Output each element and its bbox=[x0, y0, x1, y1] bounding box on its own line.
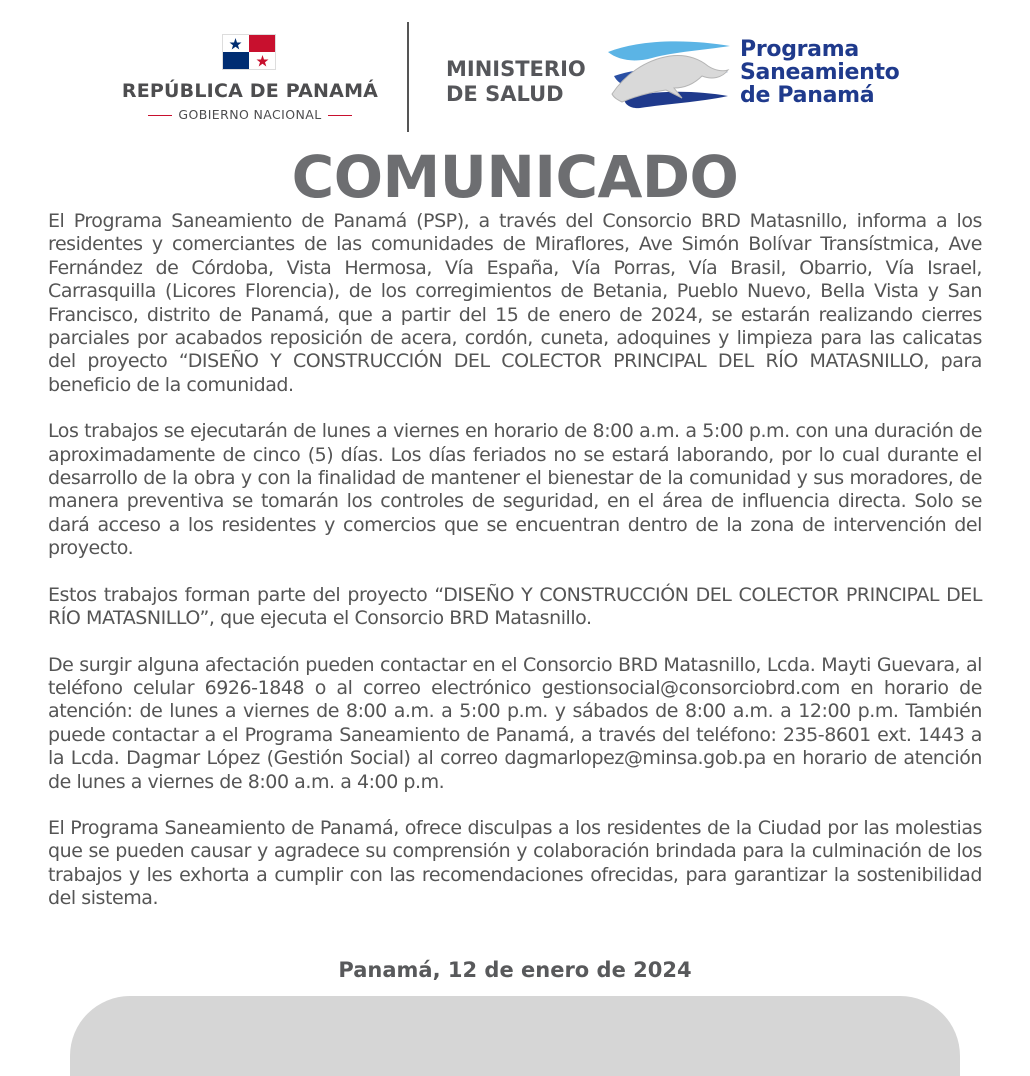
paragraph-1: El Programa Saneamiento de Panamá (PSP), a través del Consorcio BRD Matasnillo, informa a los residentes y comerciantes de las comunidades de Miraflores, Ave Simón Bolívar Transístmica, Ave Fernández de Córdoba, Vista Hermosa, Vía España, Vía Porras, Vía Brasil, Obarrio, Vía Israel, Carrasquilla (Licores Florencia), de los corregimientos de Betania, Pueblo Nuevo, Bella Vista y San Francisco, distrito de Panamá, que a partir del 15 de enero de 2024, se estarán realizando cierres parciales por acabados reposición de acera, cordón, cuneta, adoquines y limpieza para las calicatas del proyecto “DISEÑO Y CONSTRUCCIÓN DEL COLECTOR PRINCIPAL DEL RÍO MATASNILLO, para beneficio de la comunidad. bbox=[48, 210, 982, 396]
government-subtitle bbox=[110, 107, 390, 122]
dolphin-logo-icon bbox=[604, 36, 734, 110]
paragraph-3: Estos trabajos forman parte del proyecto “DISEÑO Y CONSTRUCCIÓN DEL COLECTOR PRINCIPAL DEL RÍO MATASNILLO”, que ejecuta el Consorcio BRD Matasnillo. bbox=[48, 583, 982, 630]
program-line-1: Programa bbox=[740, 37, 859, 62]
paragraph-5: El Programa Saneamiento de Panamá, ofrece disculpas a los residentes de la Ciudad por las molestias que se pueden causar y agradece su comprensión y colaboración brindada para la culminación de los trabajos y les exhorta a cumplir con las recomendaciones ofrecidas, para garantizar la sostenibilidad del sistema. bbox=[48, 816, 982, 910]
ministry-line-2: DE SALUD bbox=[446, 82, 564, 106]
republic-title: REPÚBLICA DE PANAMÁ bbox=[121, 80, 379, 102]
header-divider bbox=[407, 22, 409, 132]
program-line-2: Saneamiento bbox=[740, 60, 900, 85]
page-title: COMUNICADO bbox=[291, 143, 739, 211]
ministry-line-1: MINISTERIO bbox=[446, 57, 586, 81]
ministry-name bbox=[446, 57, 586, 107]
footer-band bbox=[70, 996, 960, 1076]
program-line-3: de Panamá bbox=[740, 83, 875, 108]
header bbox=[0, 0, 1030, 140]
communique-body bbox=[48, 210, 982, 911]
paragraph-2: Los trabajos se ejecutarán de lunes a viernes en horario de 8:00 a.m. a 5:00 p.m. con una duración de aproximadamente de cinco (5) días. Los días feriados no se estará laborando, por lo cual durante el desarrollo de la obra y con la finalidad de mantener el bienestar de la comunidad y sus moradores, de manera preventiva se tomarán los controles de seguridad, en el área de influencia directa. Solo se dará acceso a los residentes y comercios que se encuentran dentro de la zona de intervención del proyecto. bbox=[48, 420, 982, 560]
program-name bbox=[740, 38, 900, 107]
panama-flag-icon bbox=[222, 34, 276, 70]
government-subtitle-text: GOBIERNO NACIONAL bbox=[178, 107, 322, 122]
divider-dash bbox=[328, 115, 352, 117]
date-line: Panamá, 12 de enero de 2024 bbox=[338, 958, 692, 982]
paragraph-4: De surgir alguna afectación pueden contactar en el Consorcio BRD Matasnillo, Lcda. Mayti Guevara, al teléfono celular 6926-1848 o al correo electrónico gestionsocial@consorciobrd.com en horario de atención: de lunes a viernes de 8:00 a.m. a 5:00 p.m. y sábados de 8:00 a.m. a 12:00 p.m. También puede contactar a el Programa Saneamiento de Panamá, a través del teléfono: 235-8601 ext. 1443 a la Lcda. Dagmar López (Gestión Social) al correo dagmarlopez@minsa.gob.pa en horario de atención de lunes a viernes de 8:00 a.m. a 4:00 p.m. bbox=[48, 653, 982, 793]
divider-dash bbox=[148, 115, 172, 117]
